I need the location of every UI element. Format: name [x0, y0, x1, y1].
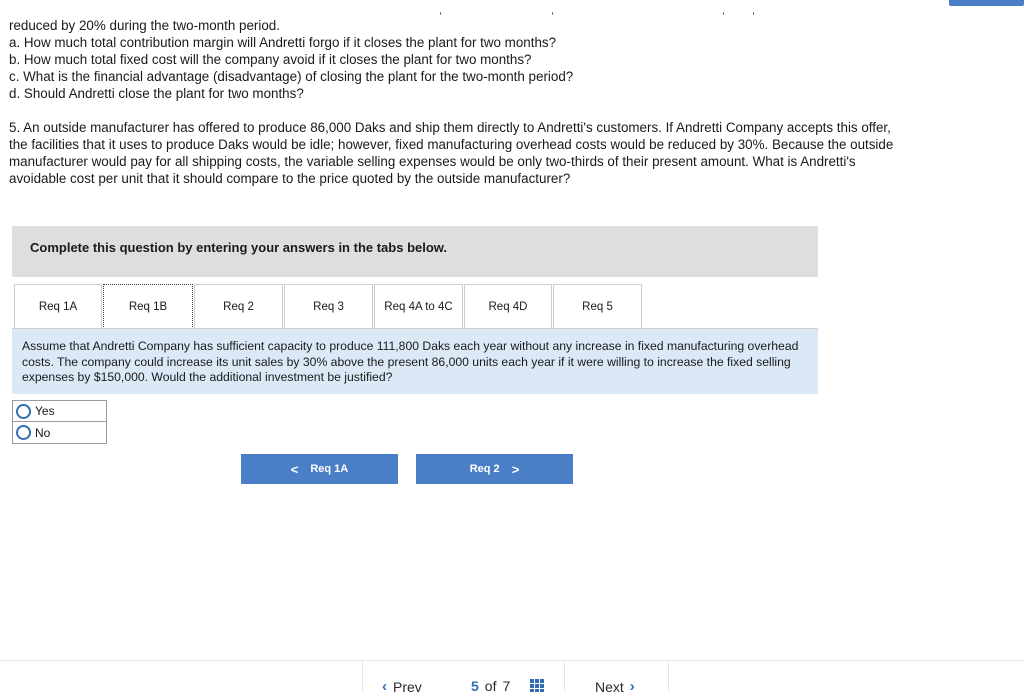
page-indicator[interactable]: [471, 678, 544, 692]
radio-icon[interactable]: [16, 425, 31, 440]
page-of: of: [484, 678, 497, 692]
page-current: 5: [471, 678, 479, 692]
answer-options: [12, 400, 107, 444]
instruction-banner: [12, 226, 818, 277]
footer-divider: [0, 660, 1024, 661]
chevron-right-icon: >: [511, 461, 520, 477]
requirement-tabs: [12, 284, 818, 329]
page-total: 7: [502, 678, 511, 692]
chevron-left-icon: <: [290, 461, 299, 477]
option-no[interactable]: [12, 422, 107, 444]
question-5: 5. An outside manufacturer has offered to produce 86,000 Daks and ship them directly to Andretti's customers. If Andretti Company accepts this offer, the facilities that it uses to produce Daks would be idle; however, fixed manufacturing overhead costs would be reduced by 30%. Because the outside manufacturer would pay for all shipping costs, the variable selling expenses would be only two-thirds of their present amount. What is Andretti's avoidable cost per unit that it should compare to the price quoted by the outside manufacturer?: [9, 120, 894, 186]
tab-req-1b[interactable]: Req 1B: [103, 284, 193, 329]
prev-tab-label: Req 1A: [310, 463, 349, 475]
chevron-left-icon: ‹: [382, 678, 387, 692]
chevron-right-icon: ›: [629, 678, 635, 692]
next-label: Next: [595, 678, 624, 692]
question-part-d: d. Should Andretti close the plant for two months?: [9, 86, 304, 101]
next-tab-button[interactable]: [416, 454, 573, 484]
question-part-b: b. How much total fixed cost will the company avoid if it closes the plant for two months?: [9, 52, 532, 67]
option-yes[interactable]: [12, 400, 107, 422]
question-part-c: c. What is the financial advantage (disadvantage) of closing the plant for the two-month period?: [9, 69, 574, 84]
grid-icon[interactable]: [530, 679, 544, 692]
question-line: reduced by 20% during the two-month period.: [9, 18, 280, 33]
radio-icon[interactable]: [16, 404, 31, 419]
prev-question-button[interactable]: [382, 678, 422, 692]
scenario-text: Assume that Andretti Company has sufficient capacity to produce 111,800 Daks each year without any increase in fixed manufacturing overhead costs. The company could increase its unit sales by 30% above the present 86,000 units each year if it were willing to increase the fixed selling expenses by $150,000. Would the additional investment be justified?: [12, 329, 818, 394]
next-tab-label: Req 2: [469, 463, 500, 475]
footer-separator: [668, 661, 669, 692]
tab-req-4d[interactable]: Req 4D: [464, 284, 552, 329]
next-question-button[interactable]: [595, 678, 635, 692]
tab-req-4a-to-4c[interactable]: Req 4A to 4C: [374, 284, 463, 329]
option-yes-label: Yes: [35, 404, 55, 418]
tab-req-5[interactable]: Req 5: [553, 284, 642, 329]
cropped-text-marks: [440, 12, 760, 16]
question-text: [9, 17, 909, 187]
tab-req-3[interactable]: Req 3: [284, 284, 373, 329]
tab-req-1a[interactable]: Req 1A: [14, 284, 102, 329]
instruction-text: Complete this question by entering your answers in the tabs below.: [30, 240, 448, 255]
option-no-label: No: [35, 425, 51, 440]
prev-label: Prev: [393, 678, 422, 692]
tab-req-2[interactable]: Req 2: [194, 284, 283, 329]
top-accent-bar: [949, 0, 1024, 6]
question-part-a: a. How much total contribution margin will Andretti forgo if it closes the plant for two months?: [9, 35, 557, 50]
footer-separator: [362, 661, 363, 692]
prev-tab-button[interactable]: [241, 454, 398, 484]
footer-separator: [564, 661, 565, 692]
